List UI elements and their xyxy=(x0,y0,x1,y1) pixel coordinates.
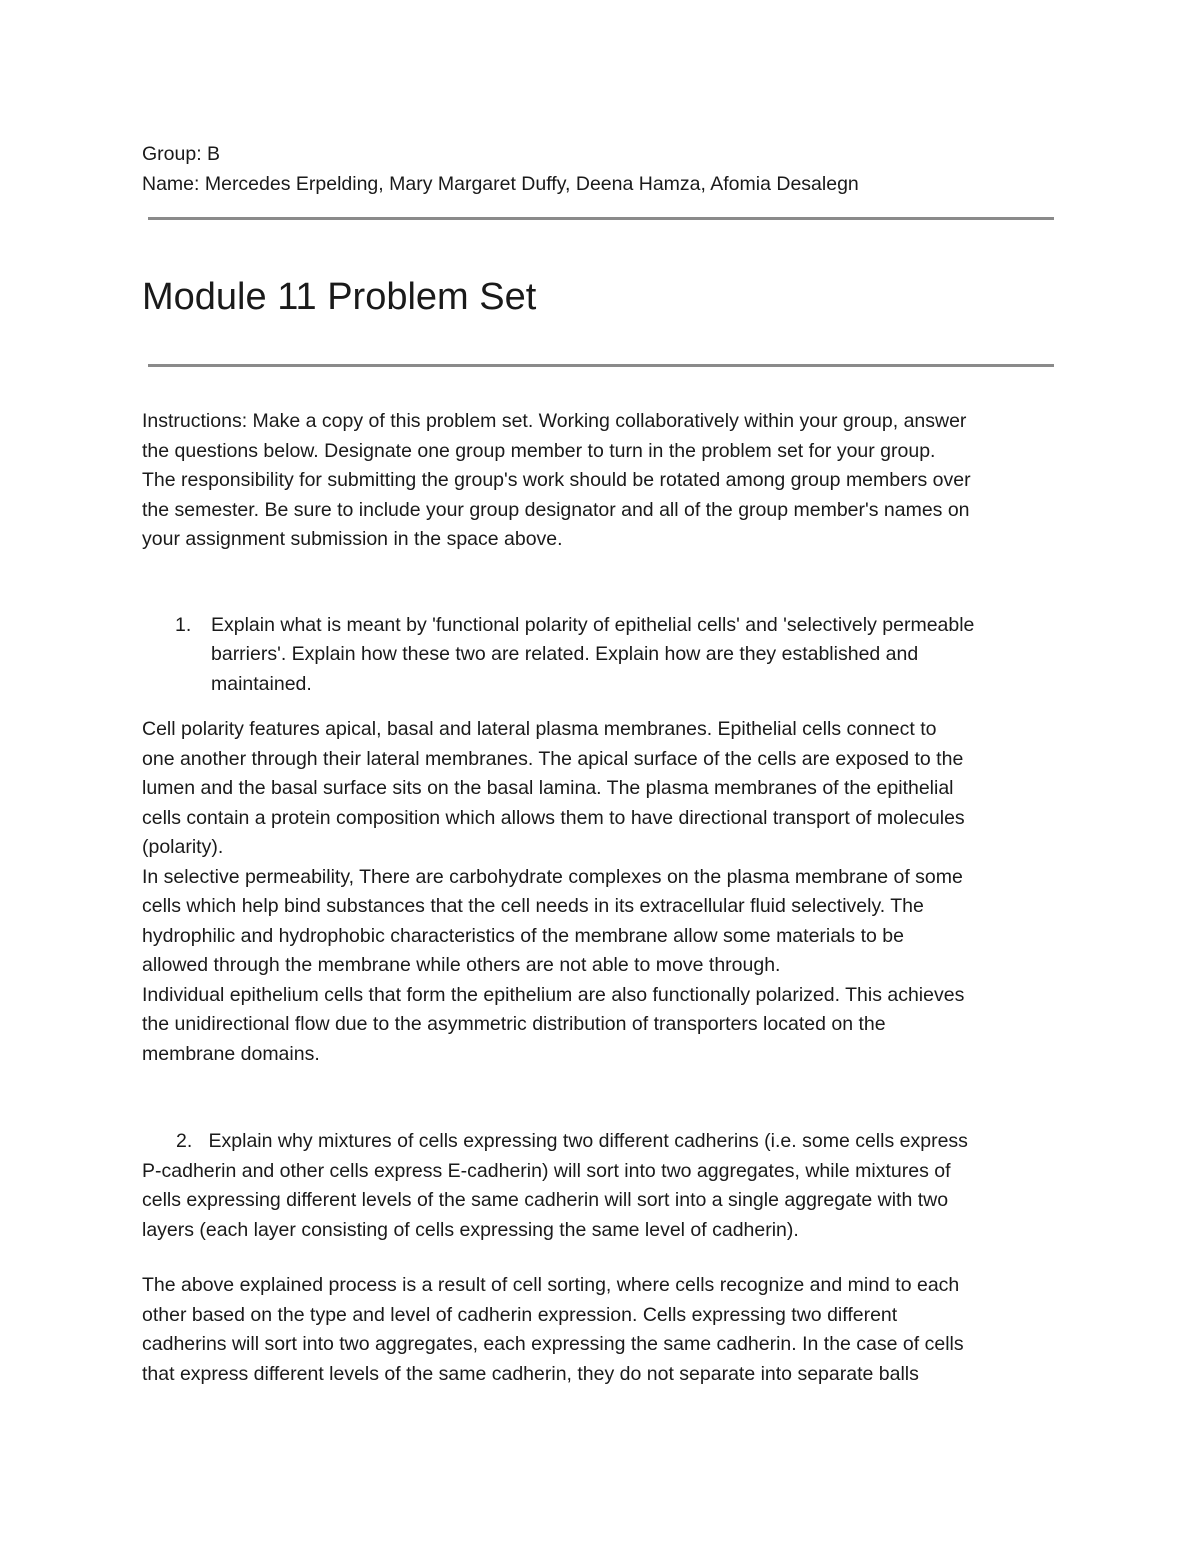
text-line: membrane domains. xyxy=(142,1042,320,1065)
question-first-line xyxy=(142,1127,1062,1157)
group-label: Group: B xyxy=(142,143,221,165)
text-line: P-cadherin and other cells express E-cadherin) will sort into two aggregates, while mixtures of xyxy=(142,1159,951,1182)
text-line: maintained. xyxy=(211,672,312,695)
question-number: 1. xyxy=(175,613,192,636)
text-line: that express different levels of the same cadherin, they do not separate into separate balls xyxy=(142,1362,919,1385)
horizontal-rule xyxy=(148,217,1054,220)
header-block xyxy=(142,140,1062,199)
text-line: hydrophilic and hydrophobic characteristics of the membrane allow some materials to be xyxy=(142,924,904,947)
text-line: Individual epithelium cells that form the epithelium are also functionally polarized. This achieves xyxy=(142,983,965,1006)
answer-2 xyxy=(142,1271,1062,1389)
question-2 xyxy=(142,1127,1062,1245)
text-line: cells contain a protein composition which allows them to have directional transport of molecules xyxy=(142,806,965,829)
text-line: allowed through the membrane while others are not able to move through. xyxy=(142,954,781,976)
text-line: The above explained process is a result of cell sorting, where cells recognize and mind to each xyxy=(142,1274,960,1296)
page-title: Module 11 Problem Set xyxy=(142,276,537,318)
text-line: the semester. Be sure to include your group designator and all of the group member's names on xyxy=(142,498,970,521)
text-line: cadherins will sort into two aggregates, each expressing the same cadherin. In the case of cells xyxy=(142,1333,964,1355)
text-line: your assignment submission in the space above. xyxy=(142,528,563,550)
text-line: one another through their lateral membranes. The apical surface of the cells are exposed to the xyxy=(142,747,964,770)
text-line: cells which help bind substances that the cell needs in its extracellular fluid selectively. The xyxy=(142,895,924,917)
answer-1 xyxy=(142,715,1062,1069)
text-line: Cell polarity features apical, basal and lateral plasma membranes. Epithelial cells connect to xyxy=(142,718,937,740)
text-line: In selective permeability, There are carbohydrate complexes on the plasma membrane of some xyxy=(142,865,963,888)
question-number: 2. xyxy=(176,1130,193,1152)
text-line: Explain why mixtures of cells expressing two different cadherins (i.e. some cells express xyxy=(208,1130,968,1152)
question-1 xyxy=(142,611,1062,700)
text-line: layers (each layer consisting of cells expressing the same level of cadherin). xyxy=(142,1218,799,1241)
text-line: lumen and the basal surface sits on the basal lamina. The plasma membranes of the epithelial xyxy=(142,777,954,799)
instructions-paragraph xyxy=(142,407,1062,555)
text-line: the unidirectional flow due to the asymmetric distribution of transporters located on the xyxy=(142,1013,886,1035)
text-line: other based on the type and level of cadherin expression. Cells expressing two different xyxy=(142,1303,898,1326)
text-line: cells expressing different levels of the same cadherin will sort into a single aggregate with two xyxy=(142,1189,949,1211)
names-label: Name: Mercedes Erpelding, Mary Margaret Duffy, Deena Hamza, Afomia Desalegn xyxy=(142,172,859,195)
text-line: Explain what is meant by 'functional polarity of epithelial cells' and 'selectively permeable xyxy=(211,613,975,636)
text-line: the questions below. Designate one group member to turn in the problem set for your group. xyxy=(142,439,936,462)
document-page xyxy=(142,140,1062,1389)
horizontal-rule xyxy=(148,364,1054,367)
text-line: Instructions: Make a copy of this problem set. Working collaboratively within your group, answer xyxy=(142,410,967,432)
text-line: The responsibility for submitting the group's work should be rotated among group members over xyxy=(142,469,971,491)
text-line: (polarity). xyxy=(142,836,224,858)
text-line: barriers'. Explain how these two are related. Explain how are they established and xyxy=(211,643,919,665)
